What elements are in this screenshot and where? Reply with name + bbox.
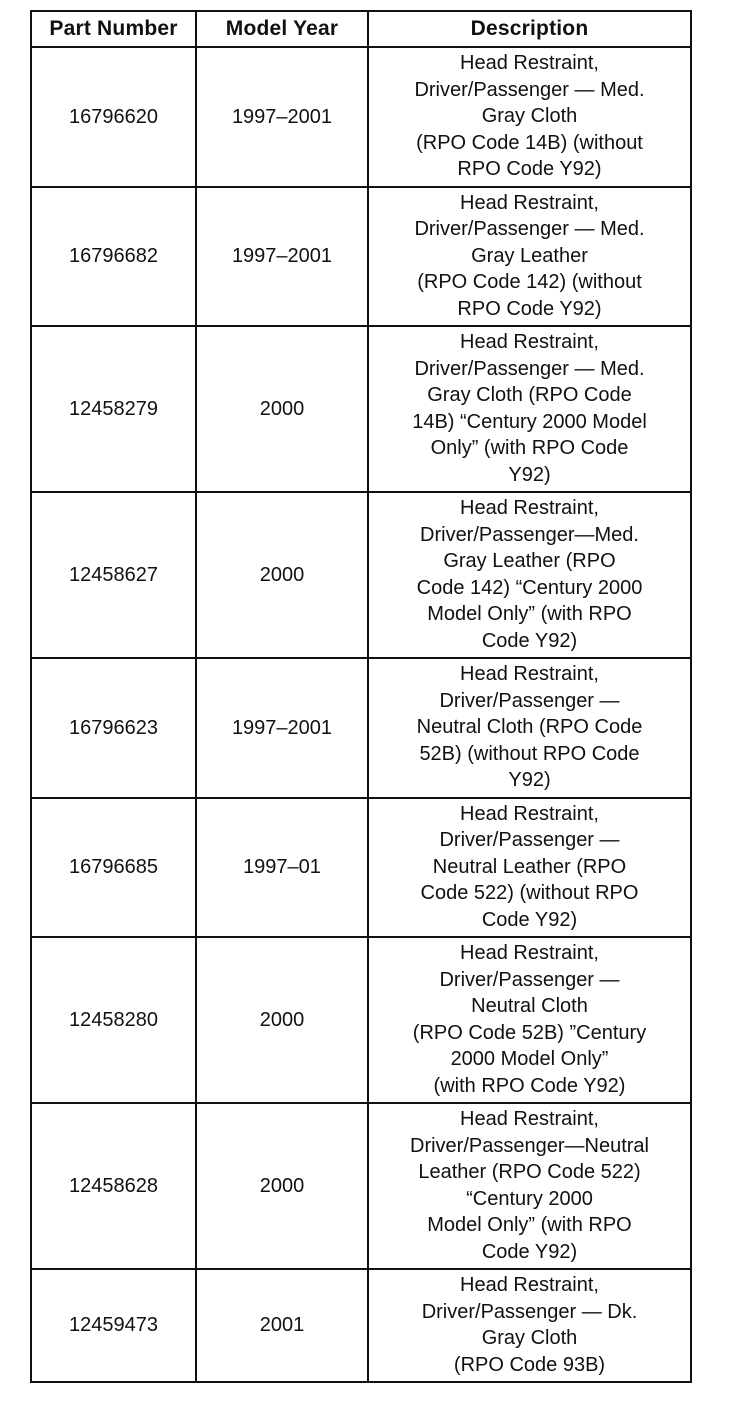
header-row <box>31 11 691 47</box>
description-line: Model Only” (with RPO <box>427 603 632 625</box>
description-line: Gray Leather (RPO <box>443 550 616 572</box>
table-row <box>31 798 691 938</box>
description-line: Driver/Passenger — Med. <box>414 218 645 240</box>
description-line: Model Only” (with RPO <box>427 1214 632 1236</box>
description-line: Head Restraint, <box>460 663 599 685</box>
header-part-number: Part Number <box>31 11 196 47</box>
description-line: Driver/Passenger—Neutral <box>410 1134 649 1157</box>
model-year-cell: 2000 <box>196 326 368 492</box>
description-cell <box>368 492 691 658</box>
description-line: Head Restraint, <box>460 942 599 964</box>
part-number-cell: 12458628 <box>31 1103 196 1269</box>
description-cell <box>368 1103 691 1269</box>
model-year-cell: 2000 <box>196 492 368 658</box>
description-line: Head Restraint, <box>460 191 599 214</box>
description-cell <box>368 658 691 798</box>
description-line: Driver/Passenger — Med. <box>414 357 645 380</box>
description-line: Code 142) “Century 2000 <box>416 576 643 599</box>
model-year-cell: 2000 <box>196 937 368 1103</box>
model-year-cell: 1997–01 <box>196 798 368 938</box>
part-number-cell: 16796682 <box>31 187 196 327</box>
description-cell <box>368 798 691 938</box>
table-header <box>31 11 691 47</box>
parts-table <box>30 10 692 1383</box>
model-year-cell: 1997–2001 <box>196 47 368 187</box>
description-line: Gray Cloth <box>481 1327 578 1349</box>
description-line: (RPO Code 142) (without <box>417 271 642 293</box>
description-line: 14B) “Century 2000 Model <box>412 410 647 433</box>
part-number-cell: 16796685 <box>31 798 196 938</box>
part-number-cell: 12458279 <box>31 326 196 492</box>
part-number-cell: 16796623 <box>31 658 196 798</box>
table-row <box>31 326 691 492</box>
description-line: Gray Cloth <box>481 105 578 127</box>
description-line: RPO Code Y92) <box>457 158 602 180</box>
description-line: Only” (with RPO Code <box>430 437 629 459</box>
description-line: Head Restraint, <box>460 331 599 353</box>
description-cell <box>368 187 691 327</box>
table-row <box>31 1103 691 1269</box>
description-line: Neutral Cloth (RPO Code <box>416 716 643 738</box>
description-cell <box>368 937 691 1103</box>
table-row <box>31 937 691 1103</box>
description-line: Driver/Passenger—Med. <box>420 523 639 546</box>
model-year-cell: 2001 <box>196 1269 368 1382</box>
part-number-cell: 12458627 <box>31 492 196 658</box>
description-cell <box>368 47 691 187</box>
description-line: Y92) <box>508 463 551 486</box>
part-number-cell: 12458280 <box>31 937 196 1103</box>
description-cell <box>368 1269 691 1382</box>
description-line: Neutral Cloth <box>471 995 588 1017</box>
description-line: Head Restraint, <box>460 1274 599 1296</box>
model-year-cell: 1997–2001 <box>196 187 368 327</box>
description-line: 2000 Model Only” <box>450 1048 609 1070</box>
description-line: Head Restraint, <box>460 497 599 519</box>
table-row <box>31 47 691 187</box>
part-number-cell: 12459473 <box>31 1269 196 1382</box>
table-row <box>31 492 691 658</box>
description-line: (RPO Code 52B) ”Century <box>412 1021 647 1044</box>
description-line: Driver/Passenger — Med. <box>414 78 645 101</box>
description-line: (with RPO Code Y92) <box>433 1074 626 1097</box>
description-line: Driver/Passenger — <box>439 689 620 712</box>
table-row <box>31 1269 691 1382</box>
table-body <box>31 47 691 1382</box>
description-line: RPO Code Y92) <box>457 297 602 320</box>
description-line: “Century 2000 <box>466 1187 593 1210</box>
description-line: (RPO Code 93B) <box>453 1353 606 1376</box>
description-line: Code 522) (without RPO <box>420 882 639 904</box>
model-year-cell: 1997–2001 <box>196 658 368 798</box>
description-line: 52B) (without RPO Code <box>419 742 640 765</box>
header-model-year: Model Year <box>196 11 368 47</box>
description-line: Gray Leather <box>471 244 588 267</box>
description-line: Y92) <box>508 769 551 791</box>
description-line: Code Y92) <box>481 1240 578 1263</box>
table-row <box>31 658 691 798</box>
description-line: Gray Cloth (RPO Code <box>427 384 632 406</box>
model-year-cell: 2000 <box>196 1103 368 1269</box>
part-number-cell: 16796620 <box>31 47 196 187</box>
description-line: Head Restraint, <box>460 1108 599 1130</box>
description-line: Code Y92) <box>481 629 578 652</box>
description-line: Neutral Leather (RPO <box>432 855 627 878</box>
description-line: (RPO Code 14B) (without <box>416 131 643 154</box>
description-line: Driver/Passenger — <box>439 968 620 991</box>
description-line: Driver/Passenger — Dk. <box>421 1300 638 1323</box>
description-line: Code Y92) <box>481 908 578 931</box>
description-line: Head Restraint, <box>460 802 599 825</box>
table-row <box>31 187 691 327</box>
header-description: Description <box>368 11 691 47</box>
description-cell <box>368 326 691 492</box>
description-line: Head Restraint, <box>460 52 599 74</box>
description-line: Driver/Passenger — <box>439 829 620 851</box>
description-line: Leather (RPO Code 522) <box>418 1161 641 1183</box>
